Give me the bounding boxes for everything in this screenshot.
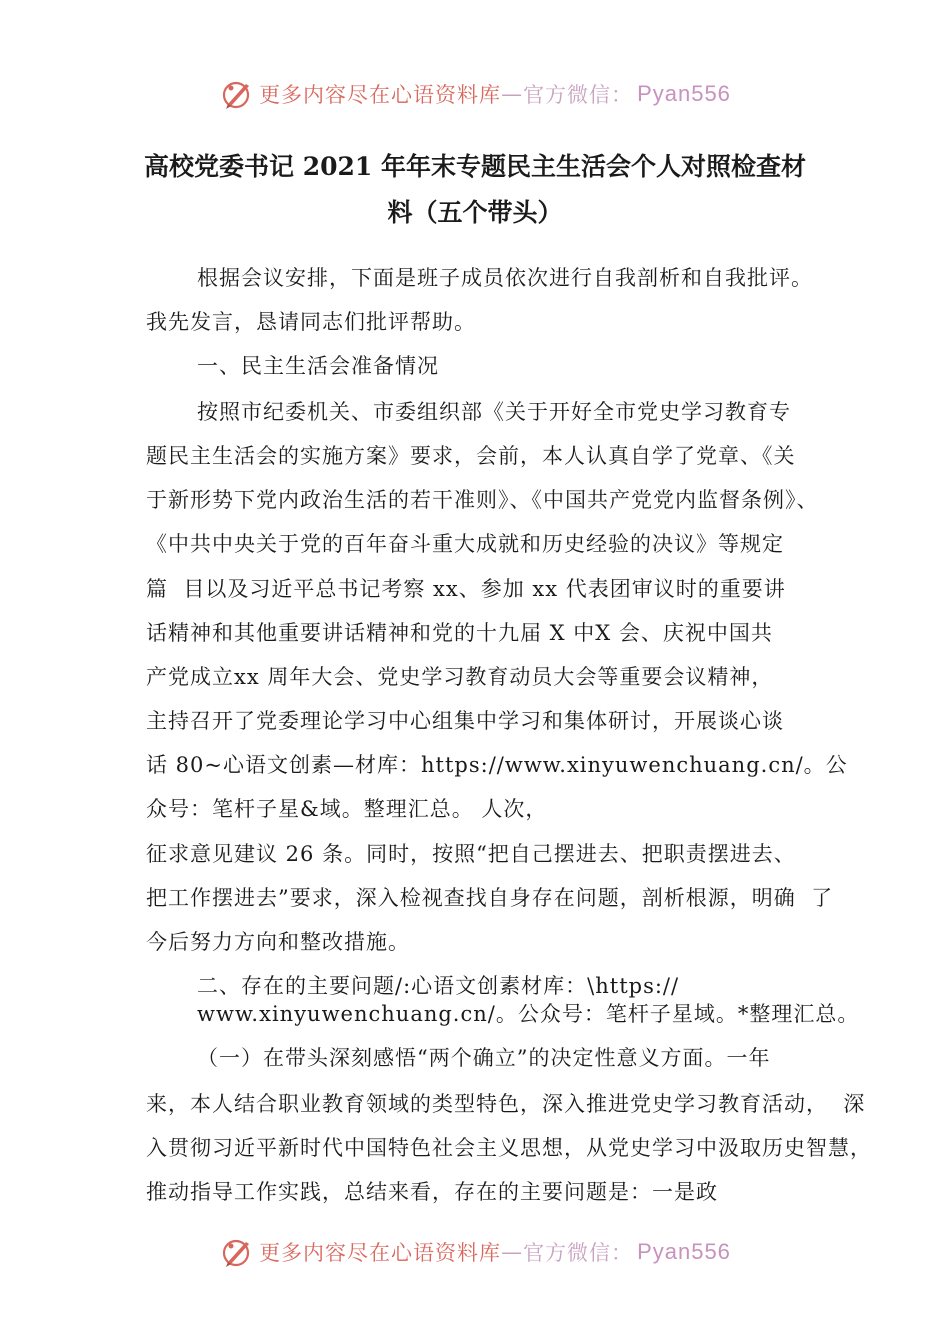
body-line: 于新形势下党内政治生活的若干准则》、《中国共产党党内监督条例》、 (146, 488, 819, 512)
body-line: 今后努力方向和整改措施。 (146, 930, 410, 954)
body-line: 《中共中央关于党的百年奋斗重大成就和历史经验的决议》等规定 (146, 532, 784, 556)
watermark-dash: — (501, 1240, 524, 1264)
watermark-wechat-id: Pyan556 (637, 1239, 731, 1264)
pen-logo-icon (219, 1234, 255, 1270)
watermark-wechat-label: 官方微信： (523, 83, 634, 107)
watermark-dash: — (501, 82, 524, 106)
section-heading: 二、存在的主要问题/:心语文创素材库：\https:// (197, 974, 680, 998)
body-line: 推动指导工作实践，总结来看，存在的主要问题是：一是政 (146, 1180, 718, 1204)
body-line: 根据会议安排，下面是班子成员依次进行自我剖析和自我批评。 (197, 266, 813, 290)
body-line: 话精神和其他重要讲话精神和党的十九届 X 中X 会、庆祝中国共 (146, 621, 773, 645)
body-line: 产党成立xx 周年大会、党史学习教育动员大会等重要会议精神， (146, 665, 774, 689)
body-line: www.xinyuwenchuang.cn/。公众号：笔杆子星域。*整理汇总。 (197, 1002, 860, 1026)
body-line: 主持召开了党委理论学习中心组集中学习和集体研讨，开展谈心谈 (146, 709, 784, 733)
body-line: 入贯彻习近平新时代中国特色社会主义思想，从党史学习中汲取历史智慧， (146, 1136, 872, 1160)
footer-watermark (0, 1232, 950, 1272)
body-line: 把工作摆进去”要求，深入检视查找自身存在问题，剖析根源，明确 了 (146, 886, 834, 910)
body-line: 按照市纪委机关、市委组织部《关于开好全市党史学习教育专 (197, 400, 791, 424)
watermark-text: 更多内容尽在心语资料库 (259, 1241, 502, 1265)
header-watermark (0, 74, 950, 114)
subsection-heading: （一）在带头深刻感悟“两个确立”的决定性意义方面。一年 (197, 1046, 771, 1070)
watermark-wechat-label: 官方微信： (523, 1241, 634, 1265)
watermark-text: 更多内容尽在心语资料库 (259, 83, 502, 107)
body-line: 众号：笔杆子星&域。整理汇总。 人次， (146, 797, 548, 821)
body-line: 我先发言，恳请同志们批评帮助。 (146, 310, 476, 334)
body-line: 话 80~心语文创素—材库：https://www.xinyuwenchuang.cn/。公 (146, 753, 848, 777)
watermark-wechat-id: Pyan556 (637, 81, 731, 106)
document-title (100, 144, 850, 236)
title-line-1: 高校党委书记 2021 年年末专题民主生活会个人对照检查材 (144, 152, 806, 181)
body-line: 来，本人结合职业教育领域的类型特色，深入推进党史学习教育活动， 深 (146, 1092, 866, 1116)
pen-logo-icon (219, 76, 255, 112)
body-line: 征求意见建议 26 条。同时，按照“把自己摆进去、把职责摆进去、 (146, 842, 796, 866)
section-heading: 一、民主生活会准备情况 (197, 354, 439, 378)
body-line: 题民主生活会的实施方案》要求，会前，本人认真自学了党章、《关 (146, 444, 796, 468)
title-line-2: 料（五个带头） (387, 198, 563, 227)
body-line: 篇 目以及习近平总书记考察 xx、参加 xx 代表团审议时的重要讲 (146, 577, 786, 601)
